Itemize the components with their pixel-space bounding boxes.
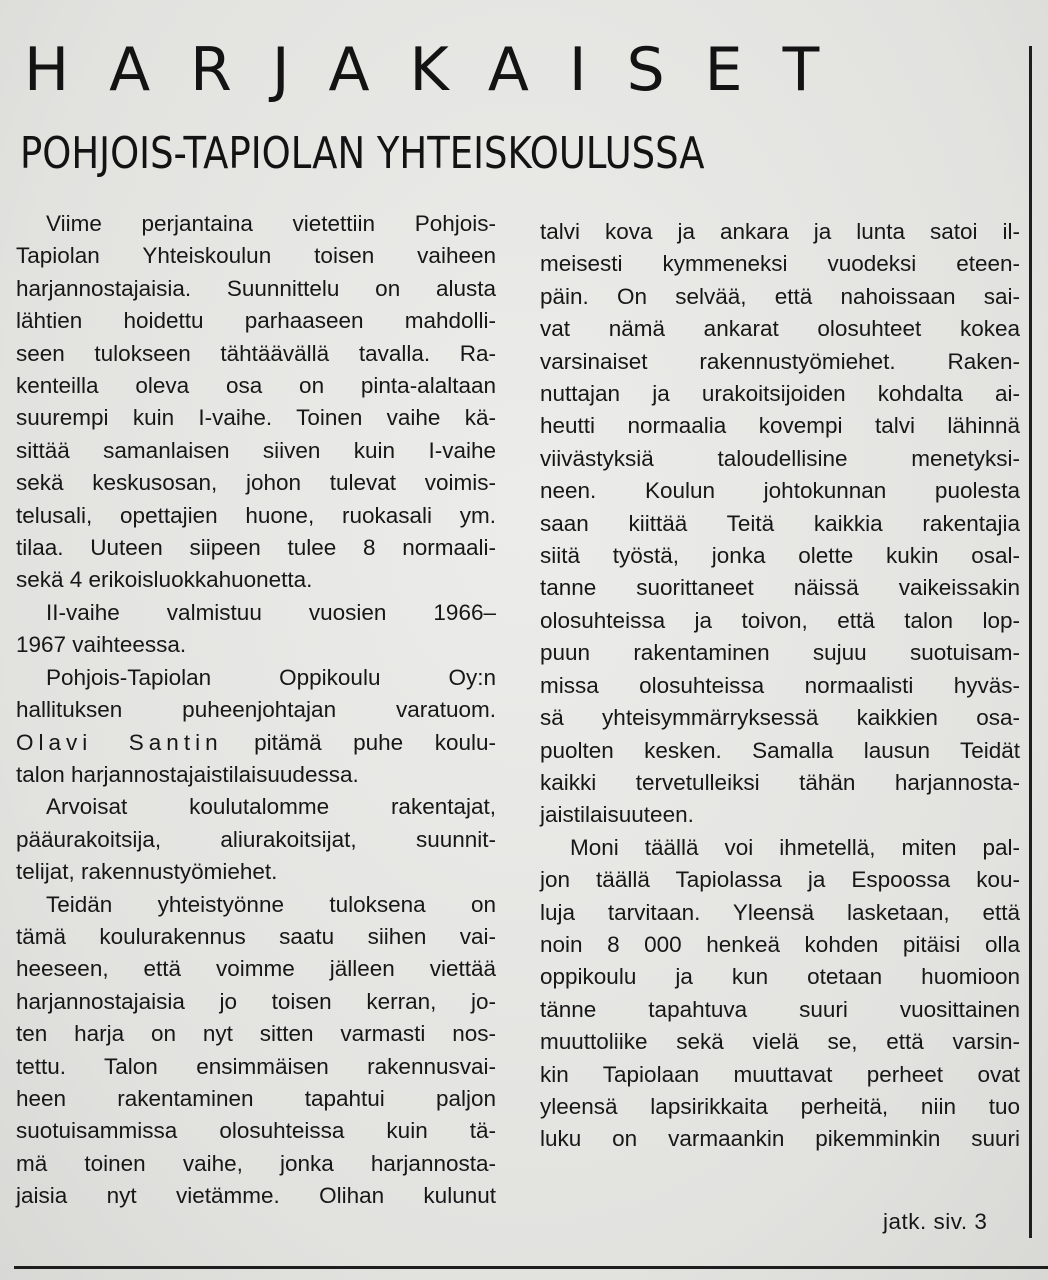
paragraph-line: nuttajan ja urakoitsijoiden kohdalta ai- <box>540 381 1020 407</box>
paragraph-line: tanne suorittaneet näissä vaikeissakin <box>540 575 1020 601</box>
paragraph-line: tettu. Talon ensimmäisen rakennusvai- <box>16 1053 496 1079</box>
paragraph-line: suurempi kuin I-vaihe. Toinen vaihe kä- <box>16 405 496 431</box>
paragraph-line: vat nämä ankarat olosuhteet kokea <box>540 316 1020 342</box>
paragraph-line: telijat, rakennustyömiehet. <box>16 859 278 885</box>
paragraph-line: kaikki tervetulleiksi tähän harjannosta- <box>540 769 1020 795</box>
paragraph-line: päin. On selvää, että nahoissaan sai- <box>540 283 1020 309</box>
paragraph-line: yleensä lapsirikkaita perheitä, niin tuo <box>540 1093 1020 1119</box>
paragraph-line: muuttoliike sekä vielä se, että varsin- <box>540 1029 1020 1055</box>
paragraph-line: sekä 4 erikoisluokkahuonetta. <box>16 567 313 593</box>
paragraph-line: meisesti kymmeneksi vuodeksi eteen- <box>540 251 1020 277</box>
paragraph-line: olosuhteissa ja toivon, että talon lop- <box>540 607 1020 633</box>
paragraph-line: varsinaiset rakennustyömiehet. Raken- <box>540 348 1020 374</box>
paragraph-line: jaistilaisuuteen. <box>540 802 694 828</box>
right-column <box>540 216 1020 1156</box>
paragraph-line: heen rakentaminen tapahtui paljon <box>16 1085 496 1111</box>
paragraph-line: heeseen, että voimme jälleen viettää <box>16 956 496 982</box>
paragraph-line: Pohjois-Tapiolan Oppikoulu Oy:n <box>46 664 496 690</box>
paragraph-line: hallituksen puheenjohtajan varatuom. <box>16 697 496 723</box>
paragraph-line: mä toinen vaihe, jonka harjannosta- <box>16 1150 496 1176</box>
paragraph-line: puun rakentaminen sujuu suotuisam- <box>540 640 1020 666</box>
paragraph-line: harjannostajaisia jo toisen kerran, jo- <box>16 988 496 1014</box>
paragraph-line: pääurakoitsija, aliurakoitsijat, suunnit- <box>16 826 496 852</box>
left-column <box>16 208 496 1213</box>
paragraph-line: kin Tapiolaan muuttavat perheet ovat <box>540 1061 1020 1087</box>
paragraph-line: Teidän yhteistyönne tuloksena on <box>46 891 496 917</box>
paragraph-line: tämä koulurakennus saatu siihen vai- <box>16 923 496 949</box>
continued-on-page: jatk. siv. 3 <box>883 1209 988 1234</box>
bottom-rule <box>14 1266 1048 1269</box>
paragraph-line: suotuisammissa olosuhteissa kuin tä- <box>16 1118 496 1144</box>
paragraph-line: luku on varmaankin pikemminkin suuri <box>540 1126 1020 1152</box>
paragraph-line: II-vaihe valmistuu vuosien 1966– <box>46 599 496 625</box>
paragraph-line: jaisia nyt vietämme. Olihan kulunut <box>16 1183 496 1209</box>
paragraph-line: sä yhteisymmärryksessä kaikkien osa- <box>540 705 1020 731</box>
paragraph-line: Arvoisat koulutalomme rakentajat, <box>46 794 496 820</box>
paragraph-line: tänne tapahtuva suuri vuosittainen <box>540 996 1020 1022</box>
speaker-name: Olavi Santin <box>16 729 223 755</box>
paragraph-line: noin 8 000 henkeä kohden pitäisi olla <box>540 931 1020 957</box>
paragraph-line: neen. Koulun johtokunnan puolesta <box>540 478 1020 504</box>
paragraph-line: siitä työstä, jonka olette kukin osal- <box>540 543 1020 569</box>
paragraph-line: talvi kova ja ankara ja lunta satoi il- <box>540 219 1020 244</box>
headline: HARJAKAISET <box>24 35 860 105</box>
paragraph-line: oppikoulu ja kun otetaan huomioon <box>540 964 1020 990</box>
paragraph-line: saan kiittää Teitä kaikkia rakentajia <box>540 510 1020 536</box>
paragraph-line: luja tarvitaan. Yleensä lasketaan, että <box>540 899 1020 925</box>
paragraph-line: sittää samanlaisen siiven kuin I-vaihe <box>16 437 496 463</box>
paragraph-line: 1967 vaihteessa. <box>16 632 187 658</box>
paragraph-line <box>16 727 496 759</box>
paragraph-line: viivästyksiä taloudellisine menetyksi- <box>540 445 1020 471</box>
paragraph-line: ten harja on nyt sitten varmasti nos- <box>16 1021 496 1047</box>
paragraph-line: puolten kesken. Samalla lausun Teidät <box>540 737 1020 763</box>
paragraph-line: kenteilla oleva osa on pinta-alaltaan <box>16 373 496 399</box>
paragraph-line: heutti normaalia kovempi talvi lähinnä <box>540 413 1020 439</box>
paragraph-line: jon täällä Tapiolassa ja Espoossa kou- <box>540 867 1020 893</box>
paragraph-line: missa olosuhteissa normaalisti hyväs- <box>540 672 1020 698</box>
paragraph-line: sekä keskusosan, johon tulevat voimis- <box>16 470 496 496</box>
paragraph-line: Viime perjantaina vietettiin Pohjois- <box>46 211 496 236</box>
paragraph-line: tilaa. Uuteen siipeen tulee 8 normaali- <box>16 535 496 561</box>
paragraph-line: seen tulokseen tähtäävällä tavalla. Ra- <box>16 340 496 366</box>
subheadline: POHJOIS-TAPIOLAN YHTEISKOULUSSA <box>20 128 705 179</box>
paragraph-line: lähtien hoidettu parhaaseen mahdolli- <box>16 308 496 334</box>
paragraph-line: Tapiolan Yhteiskoulun toisen vaiheen <box>16 243 496 269</box>
paragraph-line: harjannostajaisia. Suunnittelu on alusta <box>16 275 496 301</box>
column-rule-right <box>1029 46 1032 1238</box>
speaker-line-rest: pitämä puhe koulu- <box>222 729 496 755</box>
paragraph-line: talon harjannostajaistilaisuudessa. <box>16 761 359 787</box>
paragraph-line: telusali, opettajien huone, ruokasali ym. <box>16 502 496 528</box>
paragraph-line: Moni täällä voi ihmetellä, miten pal- <box>570 834 1020 860</box>
